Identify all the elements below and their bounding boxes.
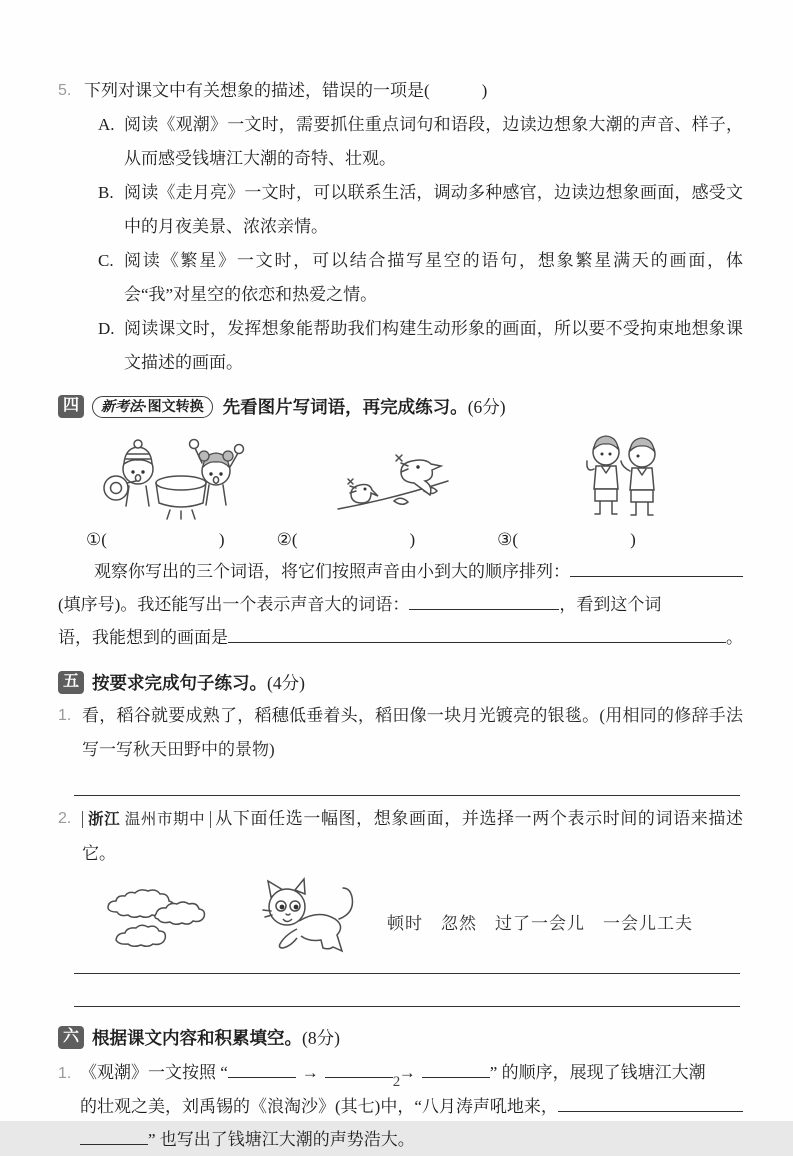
question-text: 看，稻谷就要成熟了，稻穗低垂着头，稻田像一块月光镀亮的银毯。(用相同的修辞手法写一写秋天田野中的景物) xyxy=(82,706,743,759)
two-birds-chirping-on-branch-illustration xyxy=(332,441,454,521)
question-number: 1. xyxy=(58,1065,72,1082)
answer-rule-line xyxy=(74,795,740,796)
section-6-header xyxy=(58,1025,743,1050)
option-label: B. xyxy=(98,183,114,202)
option-a xyxy=(98,108,743,176)
answer-rule-line xyxy=(74,1006,740,1007)
arrow: → xyxy=(398,1063,416,1082)
question-5 xyxy=(58,74,743,380)
blank-2: ②( ) xyxy=(276,530,416,549)
exercise-line-2 xyxy=(58,588,743,621)
section-4-title: 先看图片写词语，再完成练习。(6分) xyxy=(222,397,506,417)
option-text: 阅读《繁星》一文时，可以结合描写星空的语句，想象繁星满天的画面，体会“我”对星空的依恋和热爱之情。 xyxy=(124,251,743,304)
section-5-title: 按要求完成句子练习。(4分) xyxy=(92,673,305,693)
answer-rule-line xyxy=(74,973,740,974)
page-number: 2 xyxy=(392,1074,401,1090)
section-6-title: 根据课文内容和积累填空。(8分) xyxy=(92,1028,340,1048)
exercise-line-3 xyxy=(58,621,743,654)
option-d xyxy=(98,312,743,380)
question-text: 浙江 温州市期中 从下面任选一幅图，想象画面，并选择一两个表示时间的词语来描述它。 xyxy=(82,809,743,863)
option-text: 阅读课文时，发挥想象能帮助我们构建生动形象的画面，所以要不受拘束地想象课文描述的画面。 xyxy=(124,319,743,372)
exercise-text: 观察你写出的三个词语，将它们按照声音由小到大的顺序排列： xyxy=(94,562,570,581)
exercise-text: 。 xyxy=(726,628,743,647)
question-number: 2. xyxy=(58,810,72,827)
question-text: 的壮观之美，刘禹锡的《浪淘沙》(其七)中，“八月涛声吼地来， xyxy=(80,1097,558,1116)
question-text: ” 的顺序，展现了钱塘江大潮 xyxy=(489,1063,706,1082)
question-5-stem xyxy=(58,74,743,108)
section-5-header xyxy=(58,670,743,695)
question-text: ” 也写出了钱塘江大潮的声势浩大。 xyxy=(148,1130,415,1149)
section-5-points: (4分) xyxy=(267,673,305,693)
stem-text: 下列对课文中有关想象的描述，错误的一项是( ) xyxy=(84,81,488,100)
answer-blank xyxy=(409,592,559,610)
children-beating-gong-and-drum-illustration xyxy=(96,431,256,521)
exercise-text: 语，我能想到的画面是 xyxy=(58,628,228,647)
arrow: → xyxy=(301,1063,319,1082)
option-text: 阅读《走月亮》一文时，可以联系生活，调动多种感官，边读边想象画面，感受文中的月夜美景、浓浓亲情。 xyxy=(124,183,743,236)
answer-blank xyxy=(570,559,743,577)
option-text: 阅读《观潮》一文时，需要抓住重点词句和语段，边读边想象大潮的声音、样子，从而感受钱塘江大潮的奇特、壮观。 xyxy=(124,115,743,168)
question-note: (用相同的修辞手法写一写秋天田野中的景物) xyxy=(82,706,743,759)
q1-line-2 xyxy=(58,1090,743,1123)
exercise-text: ，看到这个词 xyxy=(559,595,662,614)
question-number: 1. xyxy=(58,707,72,724)
leaping-cat-illustration xyxy=(257,877,357,959)
section-4-exercise xyxy=(58,555,743,654)
section-6-badge: 六 xyxy=(58,1026,84,1049)
option-c xyxy=(98,244,743,312)
option-b xyxy=(98,176,743,244)
new-method-tag: 新考法·图文转换 xyxy=(92,396,213,418)
section-4-badge: 四 xyxy=(58,395,84,418)
blank-1: ①( ) xyxy=(86,530,225,549)
question-number: 5. xyxy=(58,82,72,99)
option-label: A. xyxy=(98,115,115,134)
section-6-points: (8分) xyxy=(302,1028,340,1048)
two-boys-whispering-illustration xyxy=(576,429,671,521)
time-words-bank: 顿时 忽然 过了一会儿 一会儿工夫 xyxy=(387,913,693,933)
section-5-q2-media xyxy=(98,877,743,959)
exam-source-tag: 浙江 温州市期中 xyxy=(82,811,211,828)
q1-line-3 xyxy=(58,1123,743,1156)
section-5-badge: 五 xyxy=(58,671,84,694)
answer-blank xyxy=(228,625,726,643)
question-text: 《观潮》一文按照 “ xyxy=(80,1063,228,1082)
option-label: C. xyxy=(98,251,114,270)
clouds-illustration xyxy=(98,878,233,958)
option-label: D. xyxy=(98,319,115,338)
section-6-question-1 xyxy=(58,1056,743,1156)
answer-blank xyxy=(80,1127,148,1145)
exercise-line-1 xyxy=(58,555,743,588)
section-4-points: (6分) xyxy=(467,397,506,417)
answer-blank xyxy=(558,1094,743,1112)
section-4-header xyxy=(58,394,743,419)
section-5-question-2 xyxy=(58,802,743,871)
blank-3: ③( ) xyxy=(497,530,636,549)
section-5-question-1 xyxy=(58,699,743,767)
word-blanks-row xyxy=(58,527,743,553)
section-4-pictures xyxy=(96,429,743,521)
exercise-text: (填序号)。我还能写出一个表示声音大的词语： xyxy=(58,595,410,614)
